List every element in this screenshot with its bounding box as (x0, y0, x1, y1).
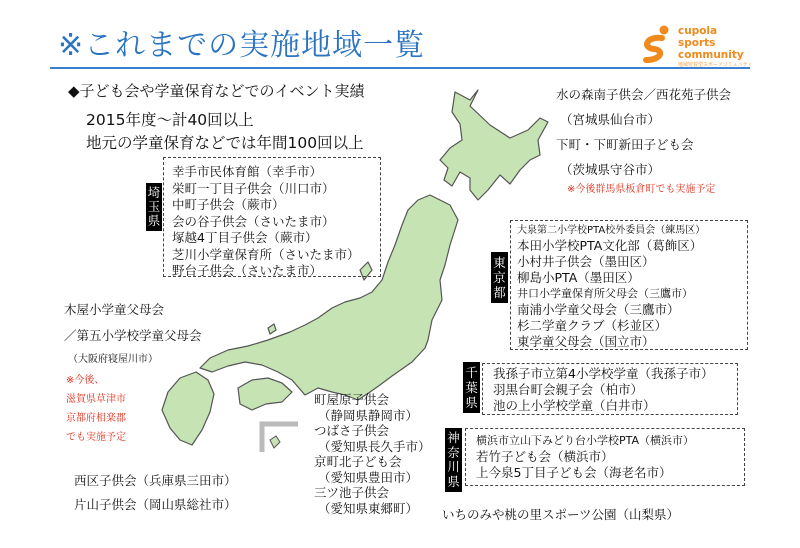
tokyo-item: 杉二学童クラブ（杉並区） (517, 318, 668, 333)
tohoku-item-2: 下町・下町新田子ども会 (556, 137, 694, 152)
logo-line-3: community (678, 49, 744, 61)
saitama-item: 芝川小学童保育所（さいたま市） (172, 246, 360, 262)
saitama-item: 塚越4丁目子供会（蕨市） (172, 230, 318, 245)
saitama-box (163, 157, 381, 277)
tokai-line: 町屋原子供会 (314, 392, 390, 407)
kanagawa-label (445, 428, 462, 492)
tokyo-item: 小村井子供会（墨田区） (517, 254, 655, 269)
osaka-item-1: 木屋小学童父母会 (64, 302, 165, 317)
hokkaido-shape (440, 90, 548, 200)
kanagawa-item: 若竹子ども会（横浜市） (476, 449, 614, 464)
saitama-item: 中町子供会（蕨市） (172, 197, 285, 212)
tokyo-label-text: 東京都 (493, 255, 506, 300)
okayama-item: 片山子供会（岡山県総社市） (74, 497, 237, 512)
tokyo-label (491, 252, 508, 303)
tohoku-list (556, 82, 731, 182)
hyogo-item: 西区子供会（兵庫県三田市） (74, 473, 237, 488)
tokai-line: 京町北子ども会 (314, 454, 402, 469)
kanagawa-item: 上今泉5丁目子ども会（海老名市） (476, 465, 672, 480)
chiba-item: 池の上小学校学童（白井市） (493, 398, 656, 413)
logo-line-2: sports (678, 37, 716, 49)
page-title: ※これまでの実施地域一覧 (58, 28, 426, 63)
tokai-list (314, 392, 431, 516)
tokyo-item: 柳島小PTA（墨田区） (517, 270, 640, 285)
logo-line-1: cupola (678, 25, 718, 37)
okinawa-shape (270, 436, 280, 448)
tokai-line: 三ツ池子供会 (314, 485, 390, 500)
saitama-label-text: 埼玉県 (147, 185, 161, 228)
shikoku-shape (238, 378, 292, 410)
kansai-note-line: 京都府相楽郡 (66, 413, 126, 424)
osaka-place: （大阪府寝屋川市） (68, 354, 158, 365)
tokyo-item: 井口小学童保育所父母会（三鷹市） (517, 287, 693, 300)
okinawa-inset-frame (262, 424, 298, 452)
kanagawa-box (465, 428, 745, 486)
chiba-label (463, 362, 480, 413)
logo-tagline: 地域密着型スポーツコミュニティ (678, 62, 753, 68)
tokyo-item: 南浦小学童父母会（三鷹市） (517, 302, 680, 317)
tokyo-item: 本田小学校PTA文化部（葛飾区） (517, 238, 703, 253)
tokai-line: （静岡県静岡市） (318, 407, 419, 423)
tohoku-item-2-place: （茨城県守谷市） (560, 162, 661, 177)
cupola-logo-icon (638, 24, 674, 64)
kanagawa-item: 横浜市立山下みどり台小学校PTA（横浜市） (476, 434, 695, 447)
chiba-item: 羽黒台町会親子会（柏市） (493, 382, 644, 397)
saitama-item: 栄町一丁目子供会（川口市） (172, 180, 335, 196)
summary-line-2: 地元の学童保育などでは年間100回以上 (86, 134, 364, 152)
tokyo-item: 東学童父母会（国立市） (517, 334, 655, 349)
oki-shape (268, 324, 276, 334)
kyushu-shape (162, 372, 214, 445)
summary-heading: ◆子ども会や学童保育などでのイベント実績 (68, 82, 365, 100)
chiba-box (482, 363, 738, 415)
yamanashi-item: いちのみや桃の里スポーツ公園（山梨県） (442, 507, 680, 522)
saitama-item: 幸手市民体育館（幸手市） (172, 164, 323, 179)
tohoku-item-1-place: （宮城県仙台市） (560, 112, 661, 127)
tokyo-box (510, 220, 748, 350)
saitama-label (146, 183, 162, 231)
kansai-plan-note (66, 371, 126, 447)
osaka-item-2: ／第五小学校学童父母会 (64, 328, 202, 343)
title-divider (50, 67, 750, 69)
tohoku-item-1: 水の森南子供会／西花苑子供会 (556, 87, 732, 102)
cupola-logo (638, 22, 758, 66)
chiba-item: 我孫子市立第4小学校学童（我孫子市） (493, 366, 714, 381)
tokyo-item: 大泉第二小学校PTA校外委員会（練馬区） (517, 225, 706, 236)
gunma-plan-note: ※今後群馬県板倉町でも実施予定 (567, 184, 716, 195)
saitama-item: 野台子供会（さいたま市） (172, 263, 323, 278)
kanagawa-label-text: 神奈川県 (447, 430, 460, 489)
tokai-line: （愛知県東郷町） (318, 500, 419, 516)
tokai-line: つばさ子供会 (314, 423, 390, 438)
tokai-line: （愛知県長久手市） (318, 438, 431, 454)
kansai-note-line: ※今後、 (66, 375, 105, 386)
summary-line-1: 2015年度～計40回以上 (86, 111, 254, 129)
kansai-note-line: 滋賀県草津市 (66, 394, 126, 405)
chiba-label-text: 千葉県 (465, 365, 478, 410)
tokai-line: （愛知県豊田市） (318, 469, 419, 485)
saitama-item: 会の谷子供会（さいたま市） (172, 213, 335, 229)
kansai-note-line: でも実施予定 (66, 432, 126, 443)
